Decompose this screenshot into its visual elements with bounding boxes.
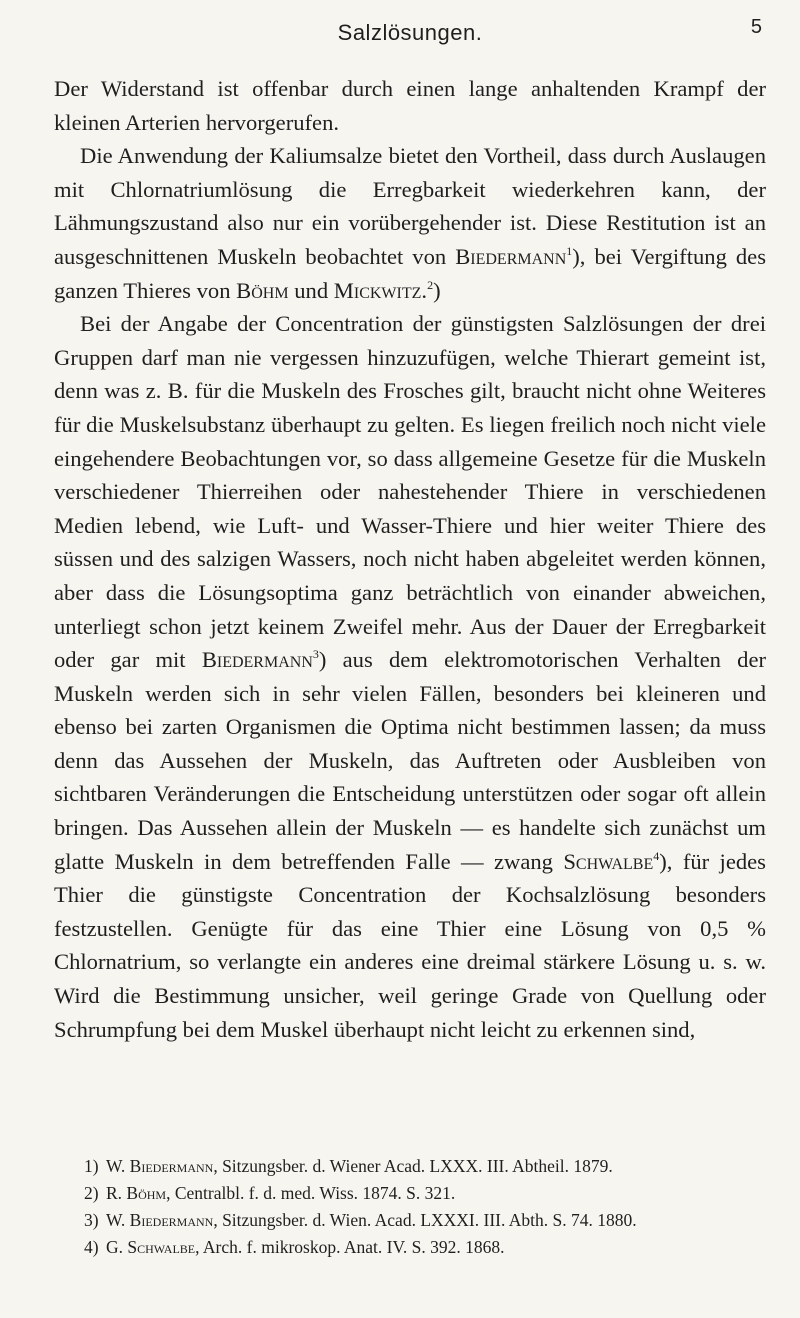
paragraph-2-text-b: , bei Vergiftung des ganzen Thieres von: [54, 243, 766, 303]
footnote-author: W. Biedermann: [106, 1210, 214, 1230]
footnote-author: W. Biedermann: [106, 1156, 214, 1176]
running-title: Salzlösungen.: [337, 20, 483, 45]
footnote-ref-2: 2: [427, 277, 434, 292]
footnotes: [84, 1153, 764, 1261]
author-boehm: Böhm: [236, 277, 289, 303]
footnote-4: [84, 1234, 764, 1261]
author-biedermann-2: Biedermann: [201, 647, 313, 673]
running-head: [60, 14, 760, 54]
paragraph-3: Bei der Angabe der Concentration der günstigsten Salzlösungen der drei Gruppen darf man nie vergessen hinzuzufügen, welche Thierart gemeint ist, denn was z. B. für die Muskeln des Frosches gilt, braucht nicht ohne Weiteres für die Muskelsubstanz überhaupt zu gelten. Es liegen freilich noch nicht viele eingehendere Beobachtungen vor, so dass allgemeine Gesetze für die Muskeln verschiedener Thierreihen oder nahestehender Thiere in verschiedenen Medien lebend, wie Luft- und Wasser-Thiere und hier weiter Thiere des süssen und des salzigen Wassers, noch nicht haben abgeleitet werden können, aber dass die Lösungsoptima ganz beträchtlich von einander abweichen, unterliegt schon jetzt keinem Zweifel mehr. Aus der Dauer der Erregbarkeit oder gar mit Biedermann$^3$) aus dem elektromotorischen Verhalten der Muskeln werden sich in sehr vielen Fällen, besonders bei kleineren und ebenso bei zarten Organismen die Optima nicht bestimmen lassen; da muss denn das Aussehen der Muskeln, das Auftreten oder Ausbleiben von sichtbaren Veränderungen die Entscheidung unterstützen oder sogar oft allein bringen. Das Aussehen allein der Muskeln — es handelte sich zunächst um glatte Muskeln in dem betreffenden Falle — zwang Schwalbe$^4$), für jedes Thier die günstigste Concentration der Kochsalzlösung besonders festzustellen. Genügte für das eine Thier eine Lösung von 0,5 % Chlornatrium, so verlangte ein anderes eine dreimal stärkere Lösung u. s. w. Wird die Bestimmung unsicher, weil geringe Grade von Quellung oder Schrumpfung bei dem Muskel überhaupt nicht leicht zu erkennen sind,: [54, 311, 766, 1042]
footnote-2: [84, 1180, 764, 1207]
footnote-number: 1): [84, 1156, 99, 1176]
footnote-citation: , Centralbl. f. d. med. Wiss. 1874. S. 321.: [166, 1183, 456, 1203]
footnote-3: [84, 1207, 764, 1234]
paragraph-3-text-c: , für jedes Thier die günstigste Concentration der Kochsalzlösung besonders festzustellen. Genügte für das eine Thier eine Lösung von 0,5 % Chlornatrium, so verlangte ein anderes eine dreimal stärkere Lösung u. s. w. Wird die Bestimmung unsicher, weil geringe Grade von Quellung oder Schrumpfung bei dem Muskel überhaupt nicht leicht zu erkennen sind,: [54, 848, 766, 1042]
paragraph-3-text-b: aus dem elektromotorischen Verhalten der Muskeln werden sich in sehr vielen Fällen, besonders bei kleineren und ebenso bei zarten Organismen die Optima nicht bestimmen lassen; da muss denn das Aussehen der Muskeln, das Auftreten oder Ausbleiben von sichtbaren Veränderungen die Entscheidung unterstützen oder sogar oft allein bringen. Das Aussehen allein der Muskeln — es handelte sich zunächst um glatte Muskeln in dem betreffenden Falle — zwang: [54, 647, 766, 874]
paragraph-1-first-line: Der Widerstand ist offenbar durch einen lange anhaltenden Krampf: [54, 76, 724, 101]
footnote-ref-4: 4: [653, 848, 660, 863]
paragraph-1-rest: der kleinen Arterien hervorgerufen.: [54, 76, 766, 135]
footnote-ref-1: 1: [566, 243, 573, 258]
paragraph-1: [54, 72, 766, 139]
footnote-number: 4): [84, 1237, 99, 1257]
paragraph-2-text-a: Die Anwendung der Kaliumsalze bietet den Vortheil, dass durch Auslaugen mit Chlornatriumlösung die Erregbarkeit wiederkehren kann, der Lähmungszustand also nur ein vorübergehender ist. Diese Restitution ist an ausgeschnittenen Muskeln beobachtet von: [54, 143, 766, 269]
footnote-1: [84, 1153, 764, 1180]
author-schwalbe: Schwalbe: [563, 848, 654, 874]
footnote-number: 2): [84, 1183, 99, 1203]
page-number: 5: [750, 16, 762, 38]
author-mickwitz: Mickwitz.: [333, 277, 428, 303]
footnote-ref-3: 3: [312, 647, 319, 662]
footnote-author: R. Böhm: [106, 1183, 167, 1203]
author-biedermann: Biedermann: [455, 243, 567, 269]
footnote-citation: , Sitzungsber. d. Wien. Acad. LXXXI. III. Abth. S. 74. 1880.: [213, 1210, 637, 1230]
paragraph-2: Die Anwendung der Kaliumsalze bietet den Vortheil, dass durch Auslaugen mit Chlornatriumlösung die Erregbarkeit wiederkehren kann, der Lähmungszustand also nur ein vorübergehender ist. Diese Restitution ist an ausgeschnittenen Muskeln beobachtet von Biedermann$^1$), bei Vergiftung des ganzen Thieres von Böhm und Mickwitz.$^2$): [54, 143, 766, 303]
footnote-number: 3): [84, 1210, 99, 1230]
paragraph-2-text-c: und: [294, 277, 329, 303]
footnote-citation: , Arch. f. mikroskop. Anat. IV. S. 392. 1868.: [195, 1237, 505, 1257]
footnote-author: G. Schwalbe: [106, 1237, 196, 1257]
paragraph-3-text-a: Bei der Angabe der Concentration der günstigsten Salzlösungen der drei Gruppen darf man nie vergessen hinzuzufügen, welche Thierart gemeint ist, denn was z. B. für die Muskeln des Frosches gilt, braucht nicht ohne Weiteres für die Muskelsubstanz überhaupt zu gelten. Es liegen freilich noch nicht viele eingehendere Beobachtungen vor, so dass allgemeine Gesetze für die Muskeln verschiedener Thierreihen oder nahestehender Thiere in verschiedenen Medien lebend, wie Luft- und Wasser-Thiere und hier weiter Thiere des süssen und des salzigen Wassers, noch nicht haben abgeleitet werden können, aber dass die Lösungsoptima ganz beträchtlich von einander abweichen, unterliegt schon jetzt keinem Zweifel mehr. Aus der Dauer der Erregbarkeit oder gar mit: [54, 311, 766, 673]
body-text: [54, 72, 766, 1046]
footnote-citation: , Sitzungsber. d. Wiener Acad. LXXX. III. Abtheil. 1879.: [213, 1156, 613, 1176]
